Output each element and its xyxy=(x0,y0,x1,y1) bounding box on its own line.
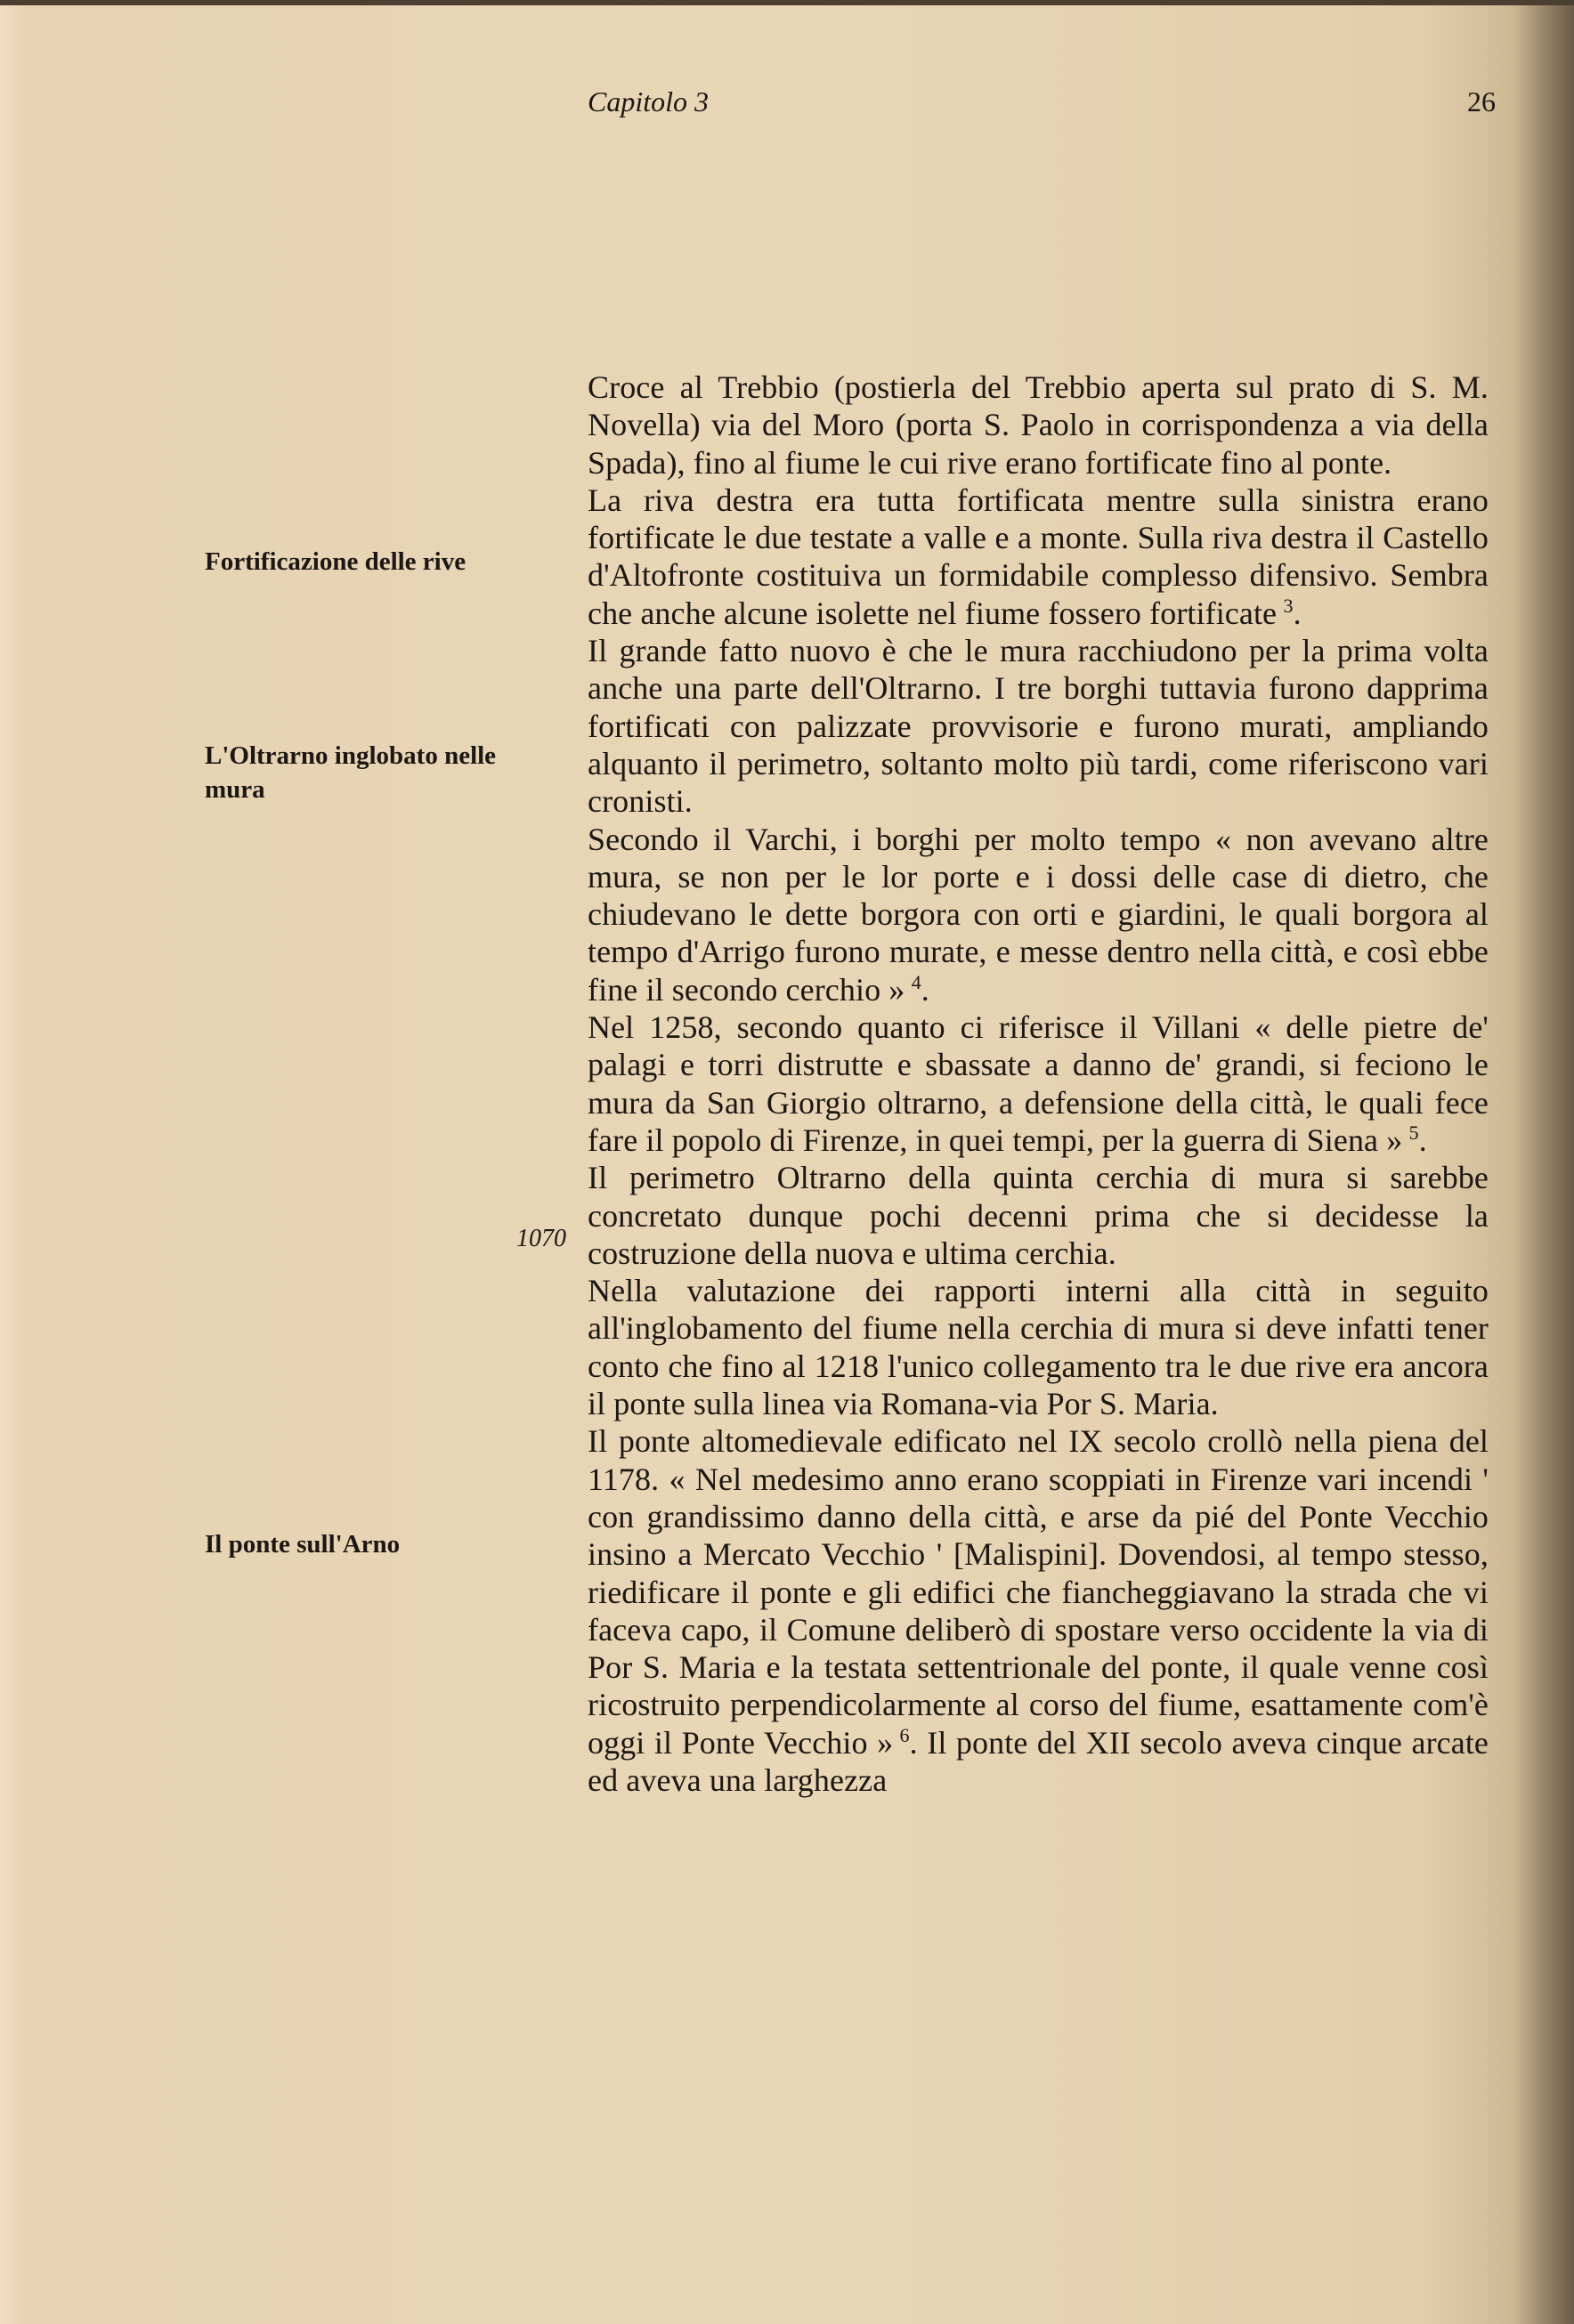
paragraph-text: Nel 1258, secondo quanto ci riferisce il Villani « delle pietre de' palagi e torri distrutte e sbassate a danno de' grandi, si feciono le mura da San Giorgio oltrarno, a defensione della città, le quali fece fare il popolo di Firenze, in quei tempi, per la guerra di Siena » xyxy=(588,1009,1489,1158)
footnote-ref: 3 xyxy=(1283,594,1294,617)
footnote-ref: 5 xyxy=(1408,1121,1419,1144)
page-number: 26 xyxy=(1467,85,1496,117)
running-title: Capitolo 3 xyxy=(588,85,710,117)
paragraph: Croce al Trebbio (postierla del Trebbio aperta sul prato di S. M. Novella) via del Moro (porta S. Paolo in corrispondenza a via della Spada), fino al fiume le cui rive erano fortificate fino al ponte. xyxy=(588,369,1489,481)
paragraph: Secondo il Varchi, i borghi per molto tempo « non avevano altre mura, se non per le lor porte e i dossi delle case di dietro, che chiudevano le dette borgora con orti e giardini, le quali borgora al tempo d'Arrigo furono murate, e messe dentro nella città, e così ebbe fine il secondo cerchio » $^4$. xyxy=(588,821,1489,1008)
margin-note-fortificazione: Fortificazione delle rive xyxy=(205,547,467,576)
margin-note-oltrarno: L'Oltrarno inglobato nelle mura xyxy=(205,741,497,804)
paragraph-text: Secondo il Varchi, i borghi per molto tempo « non avevano altre mura, se non per le lor porte e i dossi delle case di dietro, che chiudevano le dette borgora con orti e giardini, le quali borgora al tempo d'Arrigo furono murate, e messe dentro nella città, e così ebbe fine il secondo cerchio » xyxy=(588,821,1489,1008)
paragraph: Il ponte altomedievale edificato nel IX secolo crollò nella piena del 1178. « Nel medesimo anno erano scoppiati in Firenze vari incendi ' con grandissimo danno della città, e arse da pié del Ponte Vecchio insino a Mercato Vecchio ' [Malispini]. Dovendosi, al tempo stesso, riedificare il ponte e gli edifici che fiancheggiavano la strada che vi faceva capo, il Comune deliberò di spostare verso occidente la via di Por S. Maria e la testata settentrionale del ponte, il quale venne così ricostruito perpendicolarmente al corso del fiume, esattamente com'è oggi il Ponte Vecchio » $^6$. Il ponte del XII secolo aveva cinque arcate ed aveva una larghezza xyxy=(588,1423,1489,1798)
footnote-ref: 6 xyxy=(899,1723,910,1746)
page-header xyxy=(588,85,1496,125)
paragraph: La riva destra era tutta fortificata mentre sulla sinistra erano fortificate le due testate a valle e a monte. Sulla riva destra il Castello d'Altofronte costituiva un formidabile complesso difensivo. Sembra che anche alcune isolette nel fiume fossero fortificate $^3$. xyxy=(588,482,1489,631)
body-text xyxy=(588,368,1489,1799)
paragraph-text: Il ponte del XII secolo aveva cinque arcate ed aveva una larghezza xyxy=(588,1724,1489,1798)
paragraph: Nella valutazione dei rapporti interni alla città in seguito all'inglobamento del fiume nella cerchia di mura si deve infatti tener conto che fino al 1218 l'unico collegamento tra le due rive era ancora il ponte sulla linea via Romana-via Por S. Maria. xyxy=(588,1273,1489,1422)
paragraph: Il perimetro Oltrarno della quinta cerchia di mura si sarebbe concretato dunque pochi decenni prima che si decidesse la costruzione della nuova e ultima cerchia. xyxy=(588,1160,1489,1271)
paragraph-text: La riva destra era tutta fortificata mentre sulla sinistra erano fortificate le due testate a valle e a monte. Sulla riva destra il Castello d'Altofronte costituiva un formidabile complesso difensivo. Sembra che anche alcune isolette nel fiume fossero fortificate xyxy=(588,482,1489,631)
paragraph-text: Il ponte altomedievale edificato nel IX secolo crollò nella piena del 1178. « Nel medesimo anno erano scoppiati in Firenze vari incendi ' con grandissimo danno della città, e arse da pié del Ponte Vecchio insino a Mercato Vecchio ' [Malispini]. Dovendosi, al tempo stesso, riedificare il ponte e gli edifici che fiancheggiavano la strada che vi faceva capo, il Comune deliberò di spostare verso occidente la via di Por S. Maria e la testata settentrionale del ponte, il quale venne così ricostruito perpendicolarmente al corso del fiume, esattamente com'è oggi il Ponte Vecchio » xyxy=(588,1423,1489,1761)
paragraph: Nel 1258, secondo quanto ci riferisce il Villani « delle pietre de' palagi e torri distrutte e sbassate a danno de' grandi, si feciono le mura da San Giorgio oltrarno, a defensione della città, le quali fece fare il popolo di Firenze, in quei tempi, per la guerra di Siena » $^5$. xyxy=(588,1009,1489,1158)
footnote-ref: 4 xyxy=(911,970,921,993)
margin-year: 1070 xyxy=(516,1225,566,1252)
paragraph: Il grande fatto nuovo è che le mura racchiudono per la prima volta anche una parte dell'Oltrarno. I tre borghi tuttavia furono dapprima fortificati con palizzate provvisorie e furono murati, ampliando alquanto il perimetro, soltanto molto più tardi, come riferiscono vari cronisti. xyxy=(588,633,1489,820)
margin-note-ponte: Il ponte sull'Arno xyxy=(205,1530,401,1559)
